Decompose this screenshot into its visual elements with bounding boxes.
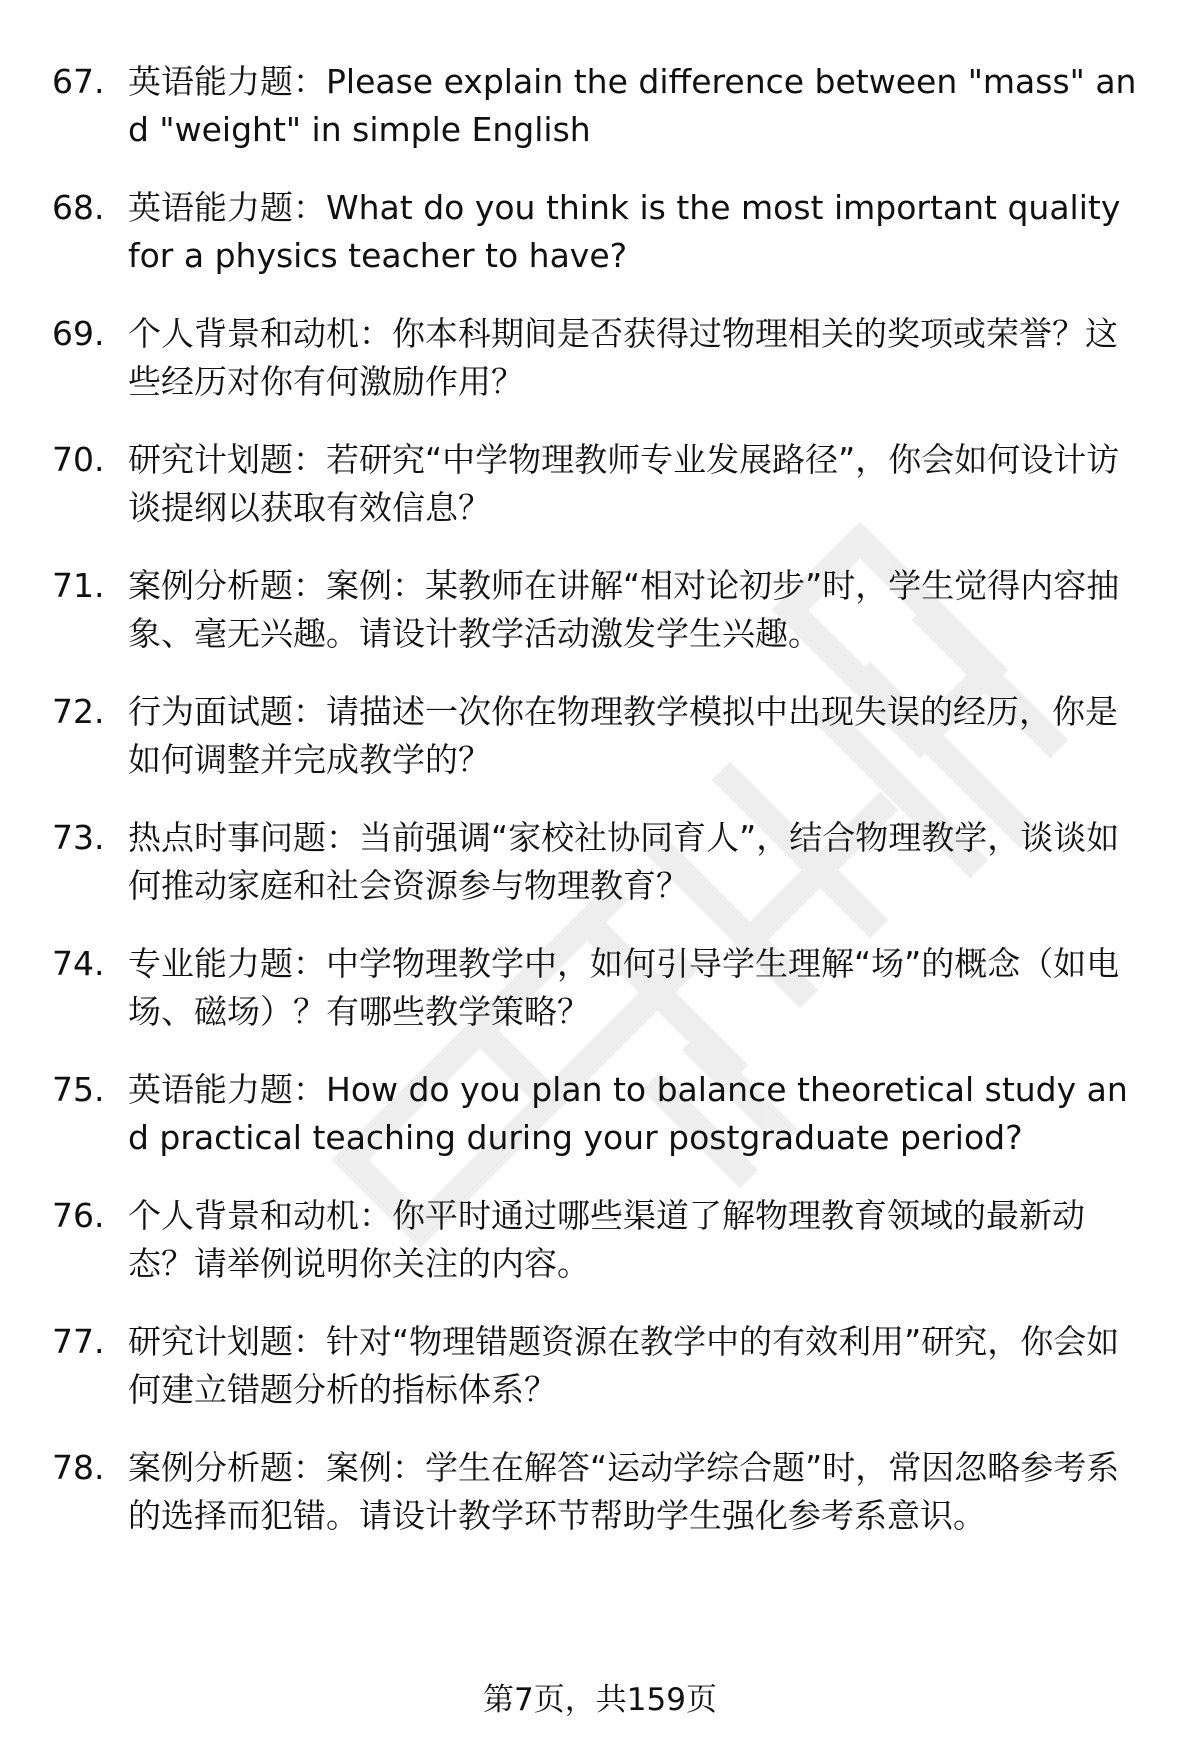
question-number: 73. [52, 818, 105, 857]
question-number: 69. [52, 314, 105, 353]
question-number: 75. [52, 1070, 105, 1109]
list-item [52, 940, 1142, 1036]
list-item [52, 562, 1142, 658]
question-number: 67. [52, 62, 105, 101]
list-item [52, 436, 1142, 532]
question-list [52, 58, 1142, 1570]
question-text: 热点时事问题：当前强调“家校社协同育人”，结合物理教学，谈谈如何推动家庭和社会资源参与物理教育？ [128, 818, 1120, 905]
list-item [52, 58, 1142, 154]
list-item [52, 1192, 1142, 1288]
list-item [52, 184, 1142, 280]
question-text: 行为面试题：请描述一次你在物理教学模拟中出现失误的经历，你是如何调整并完成教学的？ [128, 692, 1118, 779]
question-number: 76. [52, 1196, 105, 1235]
question-number: 72. [52, 692, 105, 731]
question-text: 研究计划题：针对“物理错题资源在教学中的有效利用”研究，你会如何建立错题分析的指标体系？ [128, 1322, 1120, 1409]
question-number: 68. [52, 188, 105, 227]
question-text: 案例分析题：案例：学生在解答“运动学综合题”时，常因忽略参考系的选择而犯错。请设计教学环节帮助学生强化参考系意识。 [128, 1448, 1120, 1535]
list-item [52, 688, 1142, 784]
question-text: 案例分析题：案例：某教师在讲解“相对论初步”时，学生觉得内容抽象、毫无兴趣。请设计教学活动激发学生兴趣。 [128, 566, 1120, 653]
question-number: 70. [52, 440, 105, 479]
question-text: 英语能力题：What do you think is the most important quality for a physics teacher to have? [128, 188, 1121, 275]
question-text: 英语能力题：Please explain the difference between "mass" and "weight" in simple English [128, 62, 1137, 149]
question-number: 77. [52, 1322, 105, 1361]
question-text: 个人背景和动机：你本科期间是否获得过物理相关的奖项或荣誉？这些经历对你有何激励作用？ [128, 314, 1118, 401]
question-text: 研究计划题：若研究“中学物理教师专业发展路径”，你会如何设计访谈提纲以获取有效信息？ [128, 440, 1120, 527]
list-item [52, 1444, 1142, 1540]
page-number: 第7页，共159页 [483, 1682, 717, 1718]
question-number: 78. [52, 1448, 105, 1487]
question-number: 71. [52, 566, 105, 605]
question-text: 英语能力题：How do you plan to balance theoretical study and practical teaching during your postgraduate period? [128, 1070, 1128, 1157]
question-number: 74. [52, 944, 105, 983]
list-item [52, 814, 1142, 910]
list-item [52, 310, 1142, 406]
list-item [52, 1318, 1142, 1414]
question-text: 专业能力题：中学物理教学中，如何引导学生理解“场”的概念（如电场、磁场）？有哪些教学策略？ [128, 944, 1120, 1031]
list-item [52, 1066, 1142, 1162]
question-text: 个人背景和动机：你平时通过哪些渠道了解物理教育领域的最新动态？请举例说明你关注的内容。 [128, 1196, 1085, 1283]
